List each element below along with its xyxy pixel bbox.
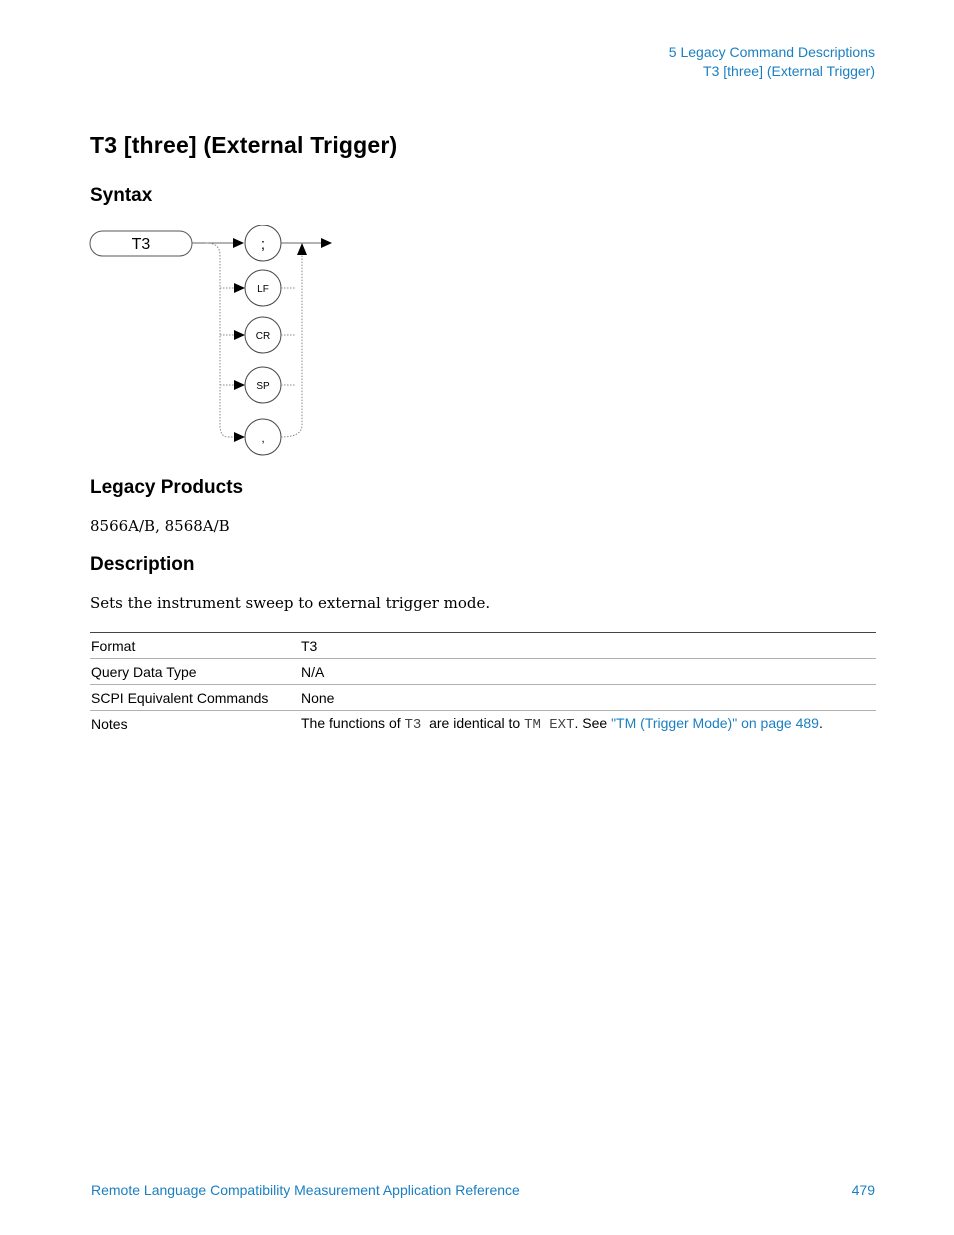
page-number: 479 xyxy=(851,1182,875,1198)
terminator-comma-label: , xyxy=(261,431,265,445)
row-value: T3 xyxy=(301,637,318,654)
notes-end: . xyxy=(818,715,823,731)
terminator-cr-label: CR xyxy=(255,331,271,342)
page-title: T3 [three] (External Trigger) xyxy=(90,132,398,158)
table-row xyxy=(90,659,876,685)
legacy-products: 8566A/B, 8568A/B xyxy=(90,517,230,535)
row-value: None xyxy=(301,689,335,706)
row-label: Format xyxy=(91,637,136,654)
footer-title: Remote Language Compatibility Measurement Application Reference xyxy=(91,1182,520,1198)
notes-code-tm-ext: TM EXT xyxy=(524,717,575,733)
notes-see: . See xyxy=(574,715,612,731)
terminator-sp-label: SP xyxy=(256,381,270,392)
command-info-table xyxy=(90,632,876,737)
header-chapter: 5 Legacy Command Descriptions xyxy=(668,44,875,60)
description-heading: Description xyxy=(90,554,195,575)
row-label: SCPI Equivalent Commands xyxy=(91,689,269,706)
header-section: T3 [three] (External Trigger) xyxy=(703,63,875,79)
table-row xyxy=(90,685,876,711)
terminator-semicolon-label: ; xyxy=(260,236,266,253)
tm-trigger-mode-link[interactable]: "TM (Trigger Mode)" on page 489 xyxy=(611,715,819,731)
table-row xyxy=(90,633,876,659)
legacy-heading: Legacy Products xyxy=(90,477,244,498)
notes-middle: are identical to xyxy=(421,715,525,731)
notes-code-t3: T3 xyxy=(404,717,422,733)
syntax-diagram xyxy=(88,225,338,460)
row-value: N/A xyxy=(301,663,325,680)
syntax-heading: Syntax xyxy=(90,185,153,206)
terminator-lf-label: LF xyxy=(257,284,269,295)
notes-value xyxy=(300,711,876,738)
command-pill-label: T3 xyxy=(131,236,151,253)
table-row-notes xyxy=(90,711,876,738)
description-text: Sets the instrument sweep to external trigger mode. xyxy=(90,594,491,612)
row-label: Query Data Type xyxy=(91,663,197,680)
notes-prefix: The functions of xyxy=(301,715,405,731)
row-label: Notes xyxy=(91,716,128,732)
